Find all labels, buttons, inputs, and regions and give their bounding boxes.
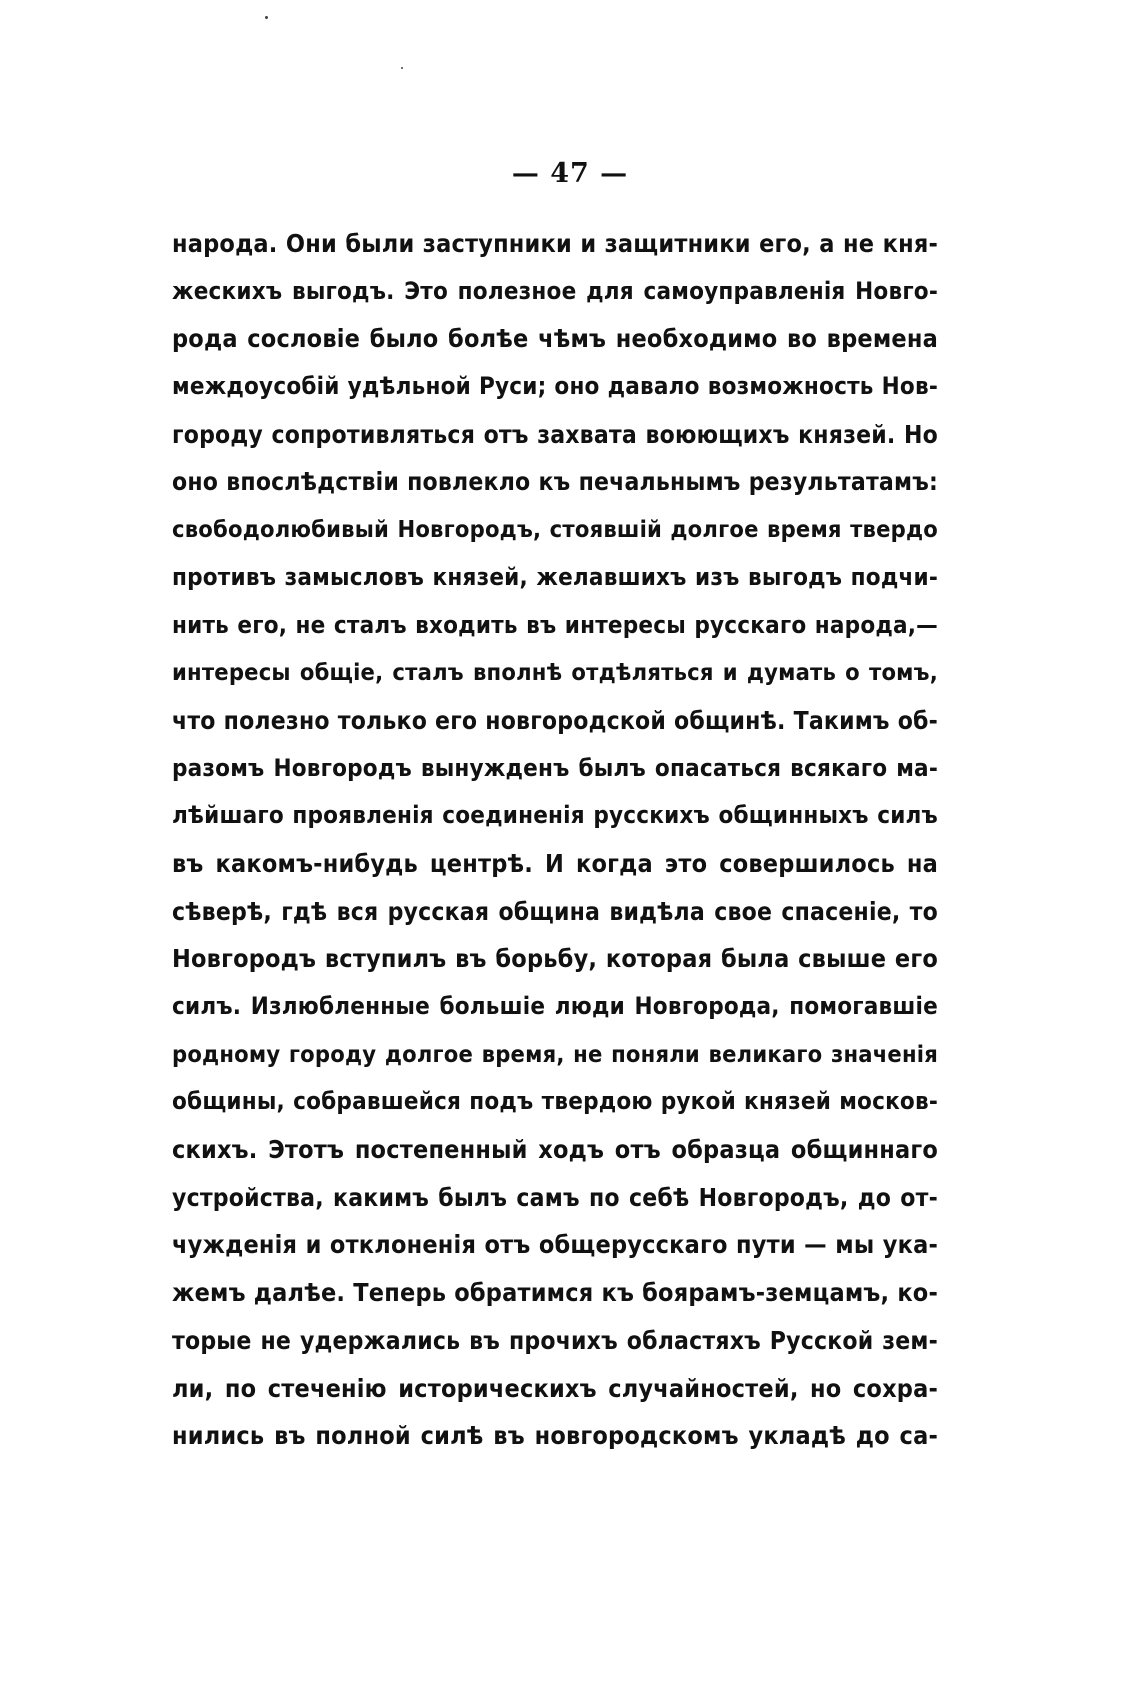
text-line: ли, по стеченію историческихъ случайностей, но сохра- (172, 1373, 938, 1403)
text-line: силъ. Излюбленные большіе люди Новгорода, помогавшіе (172, 992, 938, 1020)
text-line: сѣверѣ, гдѣ вся русская община видѣла свое спасеніе, то (172, 896, 938, 926)
text-line: оно впослѣдствіи повлекло къ печальнымъ результатамъ: (172, 467, 938, 497)
text-line: лѣйшаго проявленія соединенія русскихъ общинныхъ силъ (172, 801, 938, 830)
text-line: интересы общіе, сталъ вполнѣ отдѣляться и думать о томъ, (172, 658, 938, 687)
print-speck (265, 16, 268, 19)
text-line: рода сословіе было болѣе чѣмъ необходимо во времена (172, 324, 938, 354)
text-line: родному городу долгое время, не поняли великаго значенія (172, 1039, 938, 1068)
text-line: торые не удержались въ прочихъ областяхъ Русской зем- (172, 1325, 938, 1355)
print-speck (401, 67, 403, 69)
text-line: скихъ. Этотъ постепенный ходъ отъ образца общиннаго (172, 1135, 938, 1165)
page-number: — 47 — (511, 158, 629, 189)
text-line: противъ замысловъ князей, желавшихъ изъ выгодъ подчи- (172, 562, 938, 591)
text-line: что полезно только его новгородской общинѣ. Такимъ об- (172, 705, 938, 735)
text-line: Новгородъ вступилъ въ борьбу, которая была свыше его (172, 944, 938, 974)
text-line: въ какомъ-нибудь центрѣ. И когда это совершилось на (172, 848, 938, 878)
text-line: свободолюбивый Новгородъ, стоявшій долгое время твердо (172, 515, 938, 544)
text-line: общины, собравшейся подъ твердою рукой князей москов- (172, 1087, 938, 1116)
text-line: нить его, не сталъ входить въ интересы русскаго народа,— (172, 610, 938, 639)
text-line: междоусобій удѣльной Руси; оно давало возможность Нов- (172, 372, 938, 401)
text-line: жемъ далѣе. Теперь обратимся къ боярамъ-земцамъ, ко- (172, 1278, 938, 1308)
text-line: городу сопротивляться отъ захвата воюющихъ князей. Но (172, 419, 938, 449)
text-line: жескихъ выгодъ. Это полезное для самоуправленія Новго- (172, 276, 938, 305)
text-line: нились въ полной силѣ въ новгородскомъ укладѣ до са- (172, 1421, 938, 1451)
body-text (172, 220, 938, 1460)
text-line: разомъ Новгородъ вынужденъ былъ опасаться всякаго ма- (172, 753, 938, 782)
text-line: чужденія и отклоненія отъ общерусскаго пути — мы ука- (172, 1230, 938, 1260)
text-line: устройства, какимъ былъ самъ по себѣ Новгородъ, до от- (172, 1182, 938, 1212)
text-line: народа. Они были заступники и защитники его, а не кня- (172, 229, 938, 258)
